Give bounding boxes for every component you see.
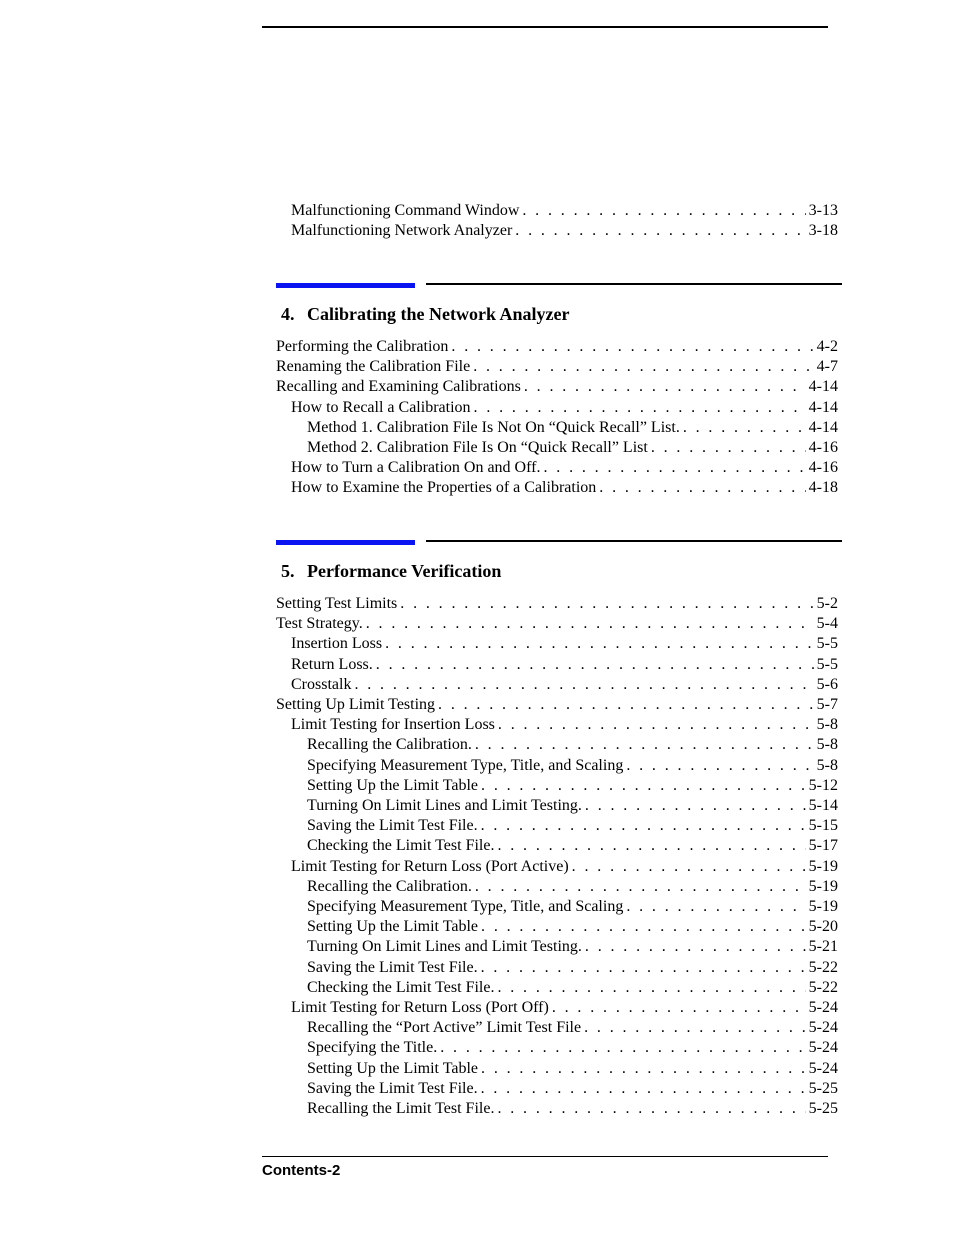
chapter-5-number: 5. <box>281 561 295 581</box>
toc-entry-title: Setting Up Limit Testing <box>276 696 436 713</box>
toc-entry[interactable] <box>307 418 838 438</box>
toc-entry-title: Recalling the Calibration. <box>307 736 472 754</box>
toc-entry[interactable] <box>307 1079 838 1099</box>
toc-entry-page: 5-12 <box>808 776 838 794</box>
toc-entry[interactable] <box>276 337 838 357</box>
toc-entry-page: 5-25 <box>808 1079 838 1097</box>
chapter-4-number: 4. <box>281 304 295 324</box>
toc-entry-page: 5-6 <box>816 675 838 693</box>
toc-entry-title: Performing the Calibration <box>276 338 449 355</box>
toc-entry-page: 5-7 <box>816 696 838 713</box>
dot-leader <box>376 655 814 675</box>
dot-leader <box>572 857 806 877</box>
dot-leader <box>451 337 813 357</box>
dot-leader <box>400 594 813 614</box>
toc-entry[interactable] <box>276 695 838 715</box>
toc-entry-page: 5-2 <box>816 595 838 612</box>
toc-entry-title: Test Strategy. <box>276 615 363 633</box>
dot-leader <box>475 877 806 897</box>
toc-entry[interactable] <box>307 1038 838 1058</box>
dot-leader <box>366 614 814 634</box>
chapter-4-rule <box>426 283 842 285</box>
dot-leader <box>481 958 806 978</box>
toc-entry-title: How to Turn a Calibration On and Off. <box>291 459 541 477</box>
dot-leader <box>626 756 813 776</box>
toc-entry-page: 5-25 <box>808 1100 838 1117</box>
toc-entry-page: 5-19 <box>808 898 838 915</box>
toc-entry-title: Saving the Limit Test File. <box>307 1079 478 1097</box>
toc-entry-page: 4-14 <box>808 398 838 416</box>
dot-leader <box>599 478 805 498</box>
toc-entry[interactable] <box>307 836 838 856</box>
chapter-5-heading <box>281 561 501 582</box>
dot-leader <box>473 357 813 377</box>
toc-entry[interactable] <box>307 776 838 796</box>
toc-entry-page: 4-7 <box>816 358 838 376</box>
toc-entry-title: Malfunctioning Network Analyzer <box>291 222 513 240</box>
dot-leader <box>481 776 806 796</box>
toc-entry-title: Return Loss. <box>291 655 373 673</box>
toc-entry-title: Method 2. Calibration File Is On “Quick Recall” List <box>307 439 648 456</box>
toc-entry-title: How to Recall a Calibration <box>291 398 471 416</box>
toc-entry[interactable] <box>291 675 838 695</box>
toc-entry-title: Turning On Limit Lines and Limit Testing. <box>307 797 582 814</box>
toc-entry-page: 5-5 <box>816 655 838 673</box>
toc-entry[interactable] <box>307 978 838 998</box>
toc-entry-page: 4-14 <box>808 418 838 436</box>
dot-leader <box>497 978 805 998</box>
toc-entry-page: 5-24 <box>808 1059 838 1077</box>
toc-entry-title: Setting Up the Limit Table <box>307 1059 479 1077</box>
dot-leader <box>552 998 806 1018</box>
toc-entry-page: 4-16 <box>808 439 838 456</box>
toc-entry-title: Method 1. Calibration File Is Not On “Quick Recall” List. <box>307 418 680 436</box>
chapter-5-rule <box>426 540 842 542</box>
toc-entry[interactable] <box>291 998 838 1018</box>
toc-entry-title: Specifying Measurement Type, Title, and Scaling <box>307 898 624 915</box>
dot-leader <box>481 1079 806 1099</box>
toc-entry[interactable] <box>276 357 838 377</box>
toc-entry-page: 5-19 <box>808 877 838 895</box>
dot-leader <box>626 897 805 917</box>
toc-entry-page: 4-14 <box>808 378 838 396</box>
toc-entry[interactable] <box>307 1099 838 1119</box>
toc-entry-title: How to Examine the Properties of a Calibration <box>291 479 597 497</box>
toc-entry-title: Malfunctioning Command Window <box>291 202 520 219</box>
toc-entry[interactable] <box>307 796 838 816</box>
toc-entry[interactable] <box>291 458 838 478</box>
toc-entry-title: Crosstalk <box>291 675 352 693</box>
toc-entry-title: Limit Testing for Return Loss (Port Active) <box>291 857 569 875</box>
chapter-5-title: Performance Verification <box>307 561 502 581</box>
dot-leader <box>683 418 806 438</box>
toc-entry-page: 4-18 <box>808 479 838 497</box>
toc-entry-title: Limit Testing for Insertion Loss <box>291 716 495 734</box>
bottom-rule <box>262 1156 828 1157</box>
dot-leader <box>497 1099 805 1119</box>
toc-entry-title: Setting Up the Limit Table <box>307 918 479 936</box>
toc-entry[interactable] <box>307 1059 838 1079</box>
toc-entry-page: 5-22 <box>808 978 838 996</box>
toc-entry-title: Saving the Limit Test File. <box>307 817 478 835</box>
toc-entry-page: 5-24 <box>808 1039 838 1057</box>
toc-entry[interactable] <box>276 594 838 614</box>
toc-entry[interactable] <box>291 857 838 877</box>
dot-leader <box>498 715 814 735</box>
toc-entry[interactable] <box>276 614 838 634</box>
toc-entry[interactable] <box>307 756 838 776</box>
dot-leader <box>440 1038 805 1058</box>
toc-entry[interactable] <box>291 201 838 221</box>
toc-entry-title: Insertion Loss <box>291 635 383 653</box>
toc-entry[interactable] <box>307 897 838 917</box>
toc-entry-page: 5-5 <box>816 635 838 653</box>
toc-entry-title: Checking the Limit Test File. <box>307 837 495 855</box>
dot-leader <box>475 735 814 755</box>
toc-entry-title: Turning On Limit Lines and Limit Testing. <box>307 938 582 956</box>
toc-entry-page: 5-19 <box>808 857 838 875</box>
top-rule <box>262 26 828 28</box>
toc-entry[interactable] <box>291 634 838 654</box>
toc-entry-title: Recalling the Calibration. <box>307 877 472 895</box>
toc-entry-page: 4-2 <box>816 338 838 355</box>
toc-entry-title: Setting Test Limits <box>276 595 398 612</box>
toc-entry[interactable] <box>307 958 838 978</box>
dot-leader <box>474 398 806 418</box>
toc-entry-title: Saving the Limit Test File. <box>307 958 478 976</box>
toc-entry-page: 5-20 <box>808 918 838 936</box>
dot-leader <box>497 836 805 856</box>
toc-entry[interactable] <box>307 1018 838 1038</box>
dot-leader <box>543 458 805 478</box>
toc-entry[interactable] <box>307 917 838 937</box>
toc-entry[interactable] <box>307 438 838 458</box>
toc-entry-page: 3-18 <box>808 222 838 240</box>
toc-entry-page: 5-17 <box>808 837 838 855</box>
toc-entry-page: 5-8 <box>816 756 838 774</box>
toc-entry[interactable] <box>291 655 838 675</box>
dot-leader <box>481 1059 806 1079</box>
toc-entry-title: Recalling the “Port Active” Limit Test File <box>307 1019 582 1037</box>
chapter-5-accent-bar <box>276 540 415 545</box>
toc-entry-title: Checking the Limit Test File. <box>307 978 495 996</box>
toc-entry-page: 5-21 <box>808 938 838 956</box>
toc-entry-page: 5-15 <box>808 817 838 835</box>
toc-entry[interactable] <box>307 877 838 897</box>
toc-entry-page: 5-8 <box>816 716 838 734</box>
toc-entry-title: Specifying Measurement Type, Title, and Scaling <box>307 756 624 774</box>
dot-leader <box>584 1018 806 1038</box>
toc-entry-page: 5-14 <box>808 797 838 814</box>
chapter-4-accent-bar <box>276 283 415 288</box>
dot-leader <box>481 917 806 937</box>
toc-entry-page: 4-16 <box>808 459 838 477</box>
toc-entry-title: Setting Up the Limit Table <box>307 776 479 794</box>
toc-entry-title: Limit Testing for Return Loss (Port Off) <box>291 999 549 1016</box>
toc-entry-title: Specifying the Title. <box>307 1039 438 1057</box>
dot-leader <box>524 377 806 397</box>
toc-entry-page: 5-22 <box>808 958 838 976</box>
toc-entry[interactable] <box>291 478 838 498</box>
toc-entry-title: Recalling and Examining Calibrations <box>276 378 521 396</box>
dot-leader <box>522 201 805 221</box>
dot-leader <box>385 634 814 654</box>
toc-entry-page: 5-8 <box>816 736 838 754</box>
dot-leader <box>438 695 814 715</box>
dot-leader <box>354 675 813 695</box>
toc-entry-page: 5-24 <box>808 999 838 1016</box>
toc-entry[interactable] <box>307 816 838 836</box>
toc-entry-title: Recalling the Limit Test File. <box>307 1100 495 1117</box>
dot-leader <box>481 816 806 836</box>
chapter-4-title: Calibrating the Network Analyzer <box>307 304 570 324</box>
toc-entry-page: 5-4 <box>816 615 838 633</box>
toc-entry[interactable] <box>291 221 838 241</box>
toc-entry[interactable] <box>276 377 838 397</box>
dot-leader <box>651 438 806 458</box>
page-footer-label: Contents-2 <box>262 1162 341 1179</box>
dot-leader <box>585 937 806 957</box>
chapter-4-heading <box>281 304 569 325</box>
toc-entry[interactable] <box>291 715 838 735</box>
toc-entry-page: 3-13 <box>808 202 838 219</box>
toc-entry-title: Renaming the Calibration File <box>276 358 471 376</box>
toc-entry[interactable] <box>307 735 838 755</box>
dot-leader <box>515 221 805 241</box>
toc-entry-page: 5-24 <box>808 1019 838 1037</box>
toc-entry[interactable] <box>307 937 838 957</box>
toc-entry[interactable] <box>291 398 838 418</box>
dot-leader <box>585 796 806 816</box>
